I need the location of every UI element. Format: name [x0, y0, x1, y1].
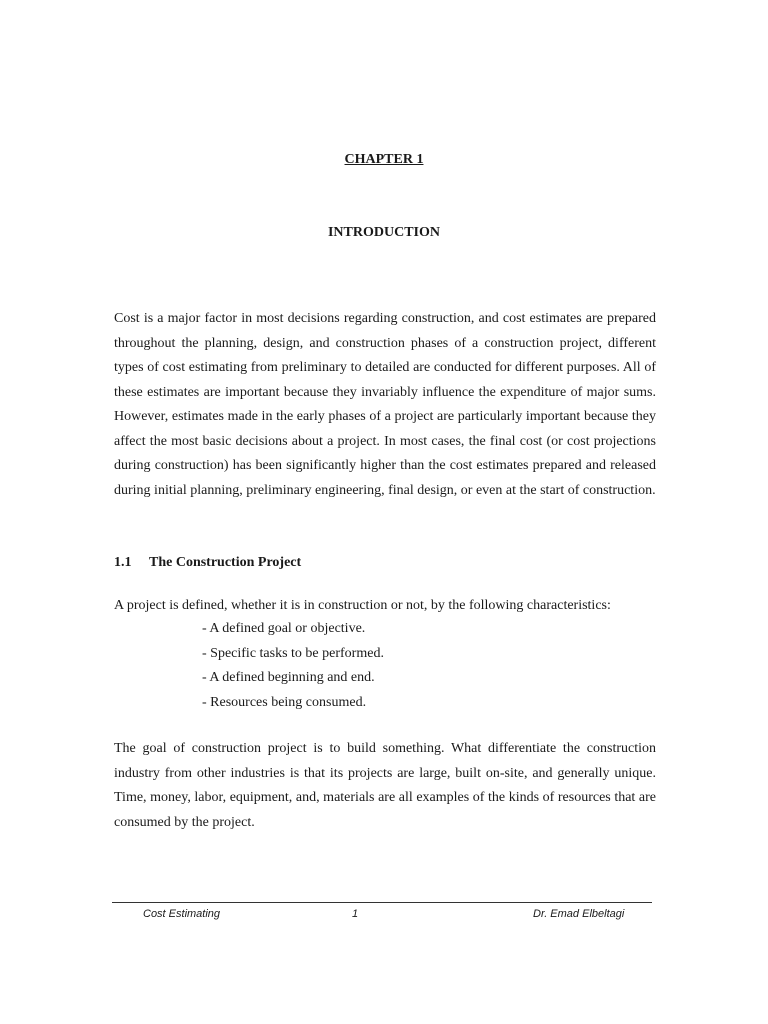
section-title: The Construction Project	[149, 555, 302, 570]
list-item: - Specific tasks to be performed.	[202, 645, 384, 661]
list-item: - A defined goal or objective.	[202, 621, 366, 636]
chapter-label	[0, 152, 768, 168]
footer-page-number: 1	[352, 908, 359, 920]
footer-divider	[112, 902, 652, 903]
list-item: - A defined beginning and end.	[202, 670, 375, 685]
page-title: INTRODUCTION	[327, 225, 440, 240]
section-number: 1.1	[114, 555, 132, 570]
intro-paragraph: Cost is a major factor in most decisions regarding construction, and cost estimates are prepared throughout the planning, design, and construction phases of a construction project, different types of cost estimating from preliminary to detailed are conducted for different purposes. All of these estimates are important because they invariably influence the expenditure of major sums. However, estimates made in the early phases of a project are particularly important because they affect the most basic decisions about a project. In most cases, the final cost (or cost projections during construction) has been significantly higher than the cost estimates prepared and released during initial planning, preliminary engineering, final design, or even at the start of construction.	[114, 311, 656, 498]
footer-author: Dr. Emad Elbeltagi	[533, 908, 625, 920]
goal-paragraph: The goal of construction project is to build something. What differentiate the construction industry from other industries is that its projects are large, built on-site, and generally unique. Time, money, labor, equipment, and, materials are all examples of the kinds of resources that are consumed by the project.	[114, 741, 656, 830]
chapter-label-text: CHAPTER 1	[344, 152, 424, 167]
section-heading	[114, 555, 301, 571]
list-item: - Resources being consumed.	[202, 694, 367, 710]
characteristics-list	[202, 617, 384, 715]
footer-book-title: Cost Estimating	[143, 908, 221, 920]
project-definition-paragraph: A project is defined, whether it is in construction or not, by the following characteristics:	[114, 598, 611, 613]
